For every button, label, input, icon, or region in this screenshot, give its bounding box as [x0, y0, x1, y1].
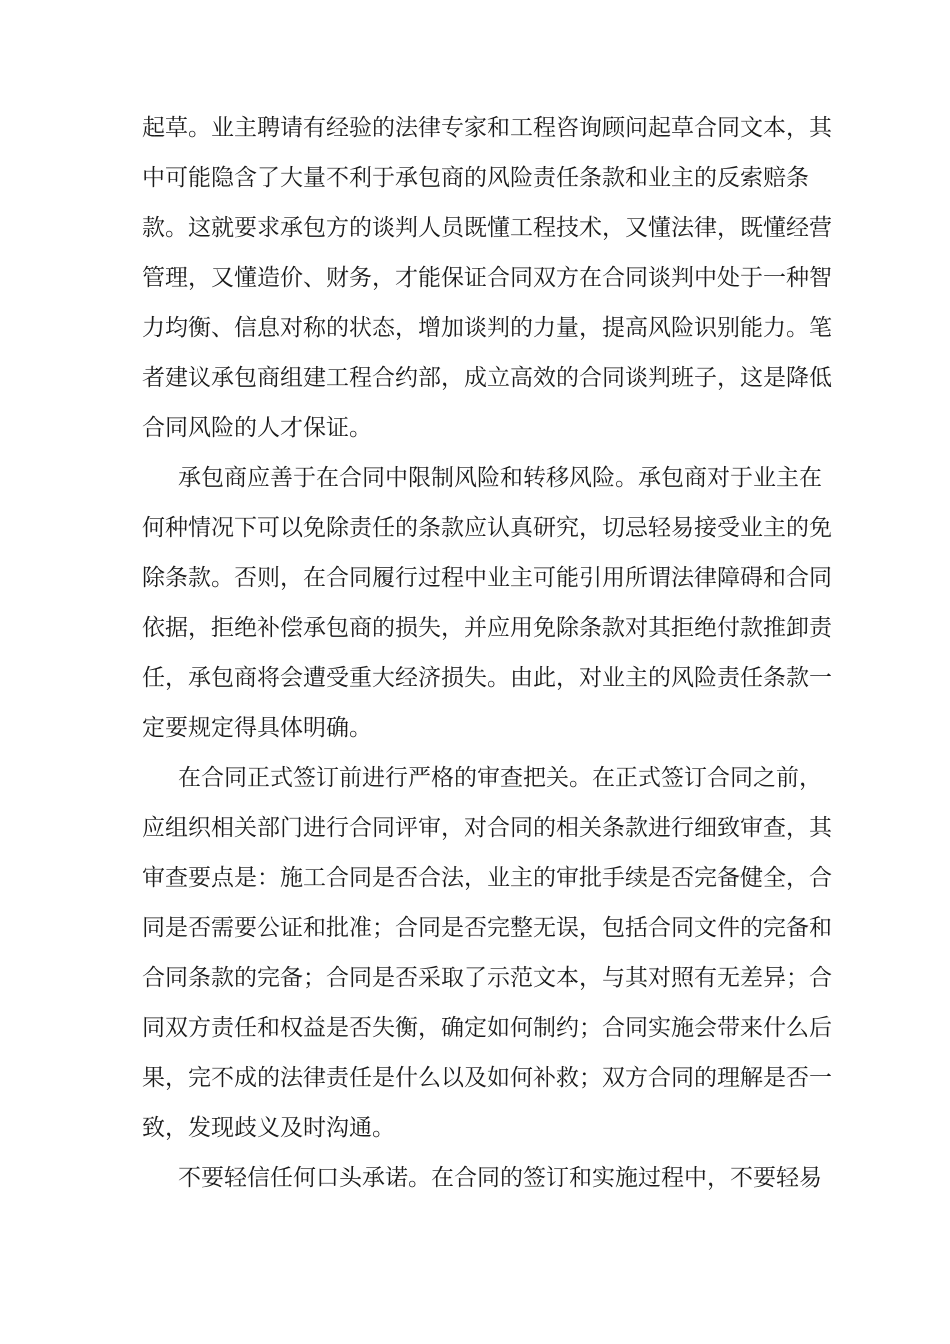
- text-line: [0, 258, 950, 298]
- text-line: [0, 408, 950, 448]
- text-line: [0, 1158, 950, 1198]
- line-text: 除条款。否则，在合同履行过程中业主可能引用所谓法律障碍和合同: [142, 565, 832, 591]
- text-line: [0, 858, 950, 898]
- line-text: 合同条款的完备；合同是否采取了示范文本，与其对照有无差异；合: [142, 965, 832, 991]
- text-line: [0, 758, 950, 798]
- line-text: 合同风险的人才保证。: [142, 415, 372, 441]
- line-text: 致，发现歧义及时沟通。: [142, 1115, 395, 1141]
- text-line: [0, 308, 950, 348]
- line-text: 审查要点是：施工合同是否合法，业主的审批手续是否完备健全，合: [142, 865, 832, 891]
- text-line: [0, 458, 950, 498]
- line-text: 同双方责任和权益是否失衡，确定如何制约；合同实施会带来什么后: [142, 1015, 832, 1041]
- text-line: [0, 558, 950, 598]
- text-line: [0, 508, 950, 548]
- text-line: [0, 608, 950, 648]
- line-text: 任，承包商将会遭受重大经济损失。由此，对业主的风险责任条款一: [142, 665, 832, 691]
- line-text: 何种情况下可以免除责任的条款应认真研究，切忌轻易接受业主的免: [142, 515, 832, 541]
- text-line: [0, 1108, 950, 1148]
- line-text: 管理，又懂造价、财务，才能保证合同双方在合同谈判中处于一种智: [142, 265, 832, 291]
- line-text: 果，完不成的法律责任是什么以及如何补救；双方合同的理解是否一: [142, 1065, 832, 1091]
- line-text: 同是否需要公证和批准；合同是否完整无误，包括合同文件的完备和: [142, 915, 832, 941]
- text-line: [0, 158, 950, 198]
- text-line: [0, 658, 950, 698]
- line-text: 在合同正式签订前进行严格的审查把关。在正式签订合同之前，: [178, 765, 822, 791]
- text-line: [0, 958, 950, 998]
- text-line: [0, 208, 950, 248]
- text-line: [0, 358, 950, 398]
- line-text: 中可能隐含了大量不利于承包商的风险责任条款和业主的反索赔条: [142, 165, 809, 191]
- line-text: 不要轻信任何口头承诺。在合同的签订和实施过程中，不要轻易: [178, 1165, 822, 1191]
- line-text: 力均衡、信息对称的状态，增加谈判的力量，提高风险识别能力。笔: [142, 315, 832, 341]
- line-text: 起草。业主聘请有经验的法律专家和工程咨询顾问起草合同文本，其: [142, 115, 832, 141]
- text-line: [0, 108, 950, 148]
- text-line: [0, 708, 950, 748]
- text-line: [0, 908, 950, 948]
- text-line: [0, 808, 950, 848]
- text-line: [0, 1008, 950, 1048]
- line-text: 者建议承包商组建工程合约部，成立高效的合同谈判班子，这是降低: [142, 365, 832, 391]
- line-text: 款。这就要求承包方的谈判人员既懂工程技术，又懂法律，既懂经营: [142, 215, 832, 241]
- text-line: [0, 1058, 950, 1098]
- line-text: 依据，拒绝补偿承包商的损失，并应用免除条款对其拒绝付款推卸责: [142, 615, 832, 641]
- line-text: 定要规定得具体明确。: [142, 715, 372, 741]
- line-text: 应组织相关部门进行合同评审，对合同的相关条款进行细致审查，其: [142, 815, 832, 841]
- line-text: 承包商应善于在合同中限制风险和转移风险。承包商对于业主在: [178, 465, 822, 491]
